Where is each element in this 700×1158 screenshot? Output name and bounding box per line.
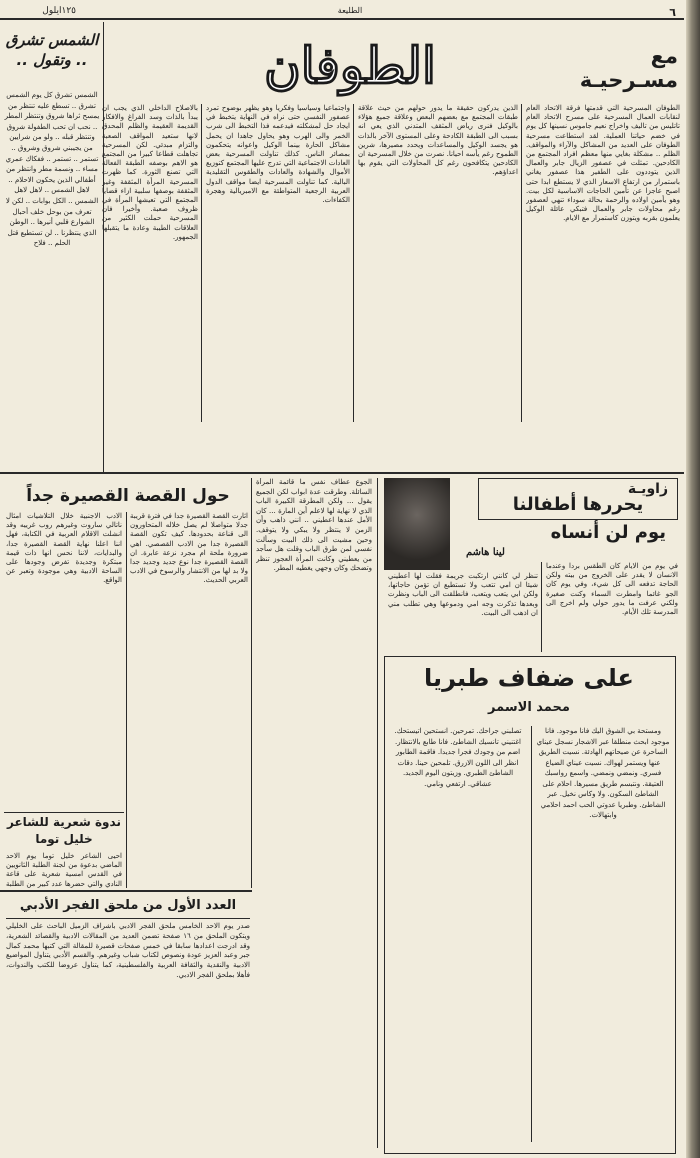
- atfal-column-3: الجوع عطاف نفس ما قائمة المرأة السائلة. وطرقت عدة ابواب لكن الجميع يقول ... ولكن المطرقة الكبيرة الباب الذي لا نهاية لها لاعلم أين المارة ... كان الأمل عندها اعطيني .. انني ذاهب وأن الزمن لا ينتظر ولا يبكي ولا يتوقف. وحين مشيت الى ذلك البيت وسألت نفسي لمن طرق الباب وقلت هل سأجد من يعطيني وكانت المرأة العجوز تنظر وتضحك وكان وجهي يغطيه المطر.: [256, 478, 372, 573]
- tufan-divider-3: [201, 104, 202, 422]
- atfal-kicker: زاويـة: [627, 481, 668, 497]
- atfal-column-1: في يوم من الايام كان الطقس بردا وعندما الانسان لا يقدر على الخروج من بيته ولكن الحاجة تدفعه الى كل شيء، وفي يوم كان الجو غائما وامطرت السماء وكنت صغيرة ولكني عرفت ما يدور حولي ولم اخرج الى المدرسة تلك الأيام.: [546, 562, 678, 617]
- atfal-title: يحررها أطفالنا: [512, 494, 644, 515]
- section-rule-1: [0, 472, 684, 474]
- fajr-body: صدر يوم الاحد الخامس ملحق الفجر الادبي باشراف الزميل الباحث على الخليلي ويتكون الملحق من ١٦ صفحة تضمن العديد من المقالات الادبية والقصائد الشعرية، وقد ادرجت اعدادها سابقا في خمس صفحات قصيرة للمقالة التي كتبها محمد كمال جبر وعبد العزيز عودة ونصوص لكتاب شباب وغيرهم. والقسم الأدبي يتناول المواضيع الادبية والنقدية والثقافة العربية والفلسطينية، كما يتناول عروضا للكتب والندوات، فأهلا بملحق الفجر الادبي.: [6, 922, 250, 979]
- qissa-column-2: الادب الاجنبية خلال التلاشيات امثال ناتالي ساروت وغيرهم روب غرييه وقد انشلت الاقلام العربية في الكتابة، فهل اننا اعلنا نهاية القصة القصيرة جدا، والبدايات، لاننا نحس انها ذات قيمة مبتكرة وجديدة تفرض وجودها على الساحة الادبية وهي موجودة وتعبر عن الواقع.: [6, 512, 122, 585]
- tufan-title: الطوفان: [264, 36, 436, 95]
- qissa-column-1: اثارت القصة القصيرة جدا في فترة قريبة جدلا متواصلا لم يصل خلاله المتحاورون الى قناعة بحدودها. كيف تكون القصة القصيرة جدا من الادب القصصي. اهي ضرورة ملحة ام مجرد نزعة عابرة. ان القصة القصيرة جدا نوع جديد وجديد جدا ولا بد لها من الانتشار والرسوخ في الادب العربي الحديث.: [130, 512, 248, 585]
- page-number: ٦: [669, 6, 676, 19]
- page-binding-edge: [686, 0, 700, 1158]
- atfal-divider-2: [377, 478, 378, 1148]
- tabariya-author: محمد الاسمر: [488, 700, 570, 715]
- tufan-column-1: الطوفان المسرحية التي قدمتها فرقة الاتحاد العام لنقابات العمال المسرحية على مسرح الاتحاد العام تاتليس من تاليف واخراج نعيم جاموس نسينها كل يوم في خضم حياتنا العملية. لقد استطاعت مسرحية الطوفان على العديد من المشاكل والآراء والمواقف. الظلم .. مشكلة بغايي منها معظم افراد المجتمع من الكادحين. تمثلت في عصفور الزيال جابر والعمال الذين يتوددون على الطفير هذا عصفور يغاني باستمرار من ارتفاع الاسعار الذي لا يستطع ابدا حتى اصبح عاجزا عن تأمين الحاجات الاساسية لكل بيت. وهو يأمين اولاده والرحمة بحالة سوداء تنهي لعصفور رغم محاولات جابر والعمال فتبكي عائلة الوكيل يعلمون بقربه ويتوزن كاستمرار مع الايام.: [526, 104, 680, 223]
- tufan-column-3: واجتماعيا وسياسيا وفكريا وهو يظهر بوضوح تمرد عصفور النفسي حتى نراه في النهاية يتخبط في ايجاد حل لمشكلته فيدعمه فذا التخبط الى شرب الخمر والى الهرب وهو يحاول جاهدا ان يحمل مشاكل الحارة بينما الوكيل واعوانه يتحكمون بمصائر الناس. كذلك تناولت المسرحية بعض العادات الاجتماعية التي تدرج عليها المجتمع كتوزيع الأموال والشهادة والعادات والطقوس التقليدية البالية. كما تناولت المسرحية ايضا مواقف الدول العربية الرجعية المتواطئة مع الامبريالية وهجرة الكفاءات.: [206, 104, 350, 205]
- header-rule: [0, 18, 684, 20]
- tabariya-divider: [531, 726, 532, 1142]
- atfal-divider-1: [541, 562, 542, 652]
- tufan-column-2: الذين يدركون حقيقة ما يدور حولهم من حيث علاقة طبقات المجتمع مع بعضهم البعض وعلاقة جميع هؤلاء بالوكيل فنرى رياض المثقف المتدني الذي يعي انه بسبب الى الطبقة الكادحة وعلى المستوى الآخر بالذات هو يجسد الوكيل والمساعدات ويحدد مصيرها، شرين الطموح رغم يأسه احيانا. نصرت من خلال المسرحية ان الكادحين يتكافحون رغم كل المحاولات التي يقوم بها اعداؤهم.: [358, 104, 518, 177]
- qissa-divider-1: [126, 512, 127, 888]
- issue-date: ١٢٥ايلول: [42, 6, 76, 16]
- shams-divider: [103, 22, 104, 472]
- atfal-author-photo: [384, 478, 450, 570]
- shams-body: الشمس تشرق كل يوم الشمس تشرق .. تسطع عليه تنتظر من يمسح ثراها شروق وتنتظر المطر .. نحب ان تحب الطفولة شروق وتنتظر قبله .. ولو من شرايين من يجيبني شروق وشروق .. تستمر .. تستمر .. ففكاك عمري مساء .. ونسمة مطر وانتظر من أطفالي الذين يحكون الاحلام .. لاهل الشمس .. لاهل لاهل الشمس .. الكل بوابات .. لكن لا تعرف من بوحل خلف أحبال الشوارع قلبي أنيرها .. الوطن الذي ينتظرنا .. لن تستطيع قتل الحلم .. فلاح: [4, 91, 100, 248]
- shams-title: الشمس تشرق .. وتقول ..: [5, 31, 99, 69]
- nadwa-title: ندوة شعرية للشاعر خليل توما: [7, 815, 121, 846]
- atfal-subtitle: يوم لن أنساه: [550, 522, 666, 543]
- tufan-kicker: مع مسـرحيـة: [579, 44, 678, 92]
- tufan-column-4: بالاصلاح الداخلي الذي يجب ان يبدأ بالذات وسد الفراغ والافكار القديمة العقيمة والظلم المحدق لانها ستعيد المواقف الصعبة والتزام مبدئي. لكن المسرحية تجاهلت قطاعا كبيرا من المجتمع هو الاهم بوصفه الطبقة الفعالة التي تصنع الثورة. كما ظهرت المسرحية المرأة المثقفة وغير المثقفة بوصفها سلبية ازاء قضايا المجتمع التي تعيشها المرأة في ظروف صعبة. وأخيرا فان المسرحية حملت الكثير من العلاقات الطيبة وعادة ما يتقبلها الجمهور.: [102, 104, 198, 241]
- nadwa-top-rule: [4, 812, 124, 813]
- tufan-divider-1: [521, 104, 522, 422]
- tufan-divider-2: [353, 104, 354, 422]
- section-name: الطليعة: [337, 6, 363, 15]
- fajr-title: العدد الأول من ملحق الفجر الأدبي: [19, 898, 237, 913]
- atfal-column-2: تنظر لي كانني ارتكبت جريمة فقلت لها أعطيني شيئا ان امي تتعب ولا تستطيع ان تؤمن حاجاتها، ولكن ابي يتعب ويتعب، فانطلقت الى الباب ونظرت وبعدها تذكرت وجه امي ودموعها وهي تطلب مني ان اذهب الى البيت.: [388, 572, 538, 617]
- qissa-divider-right: [251, 478, 252, 888]
- section-rule-2: [0, 890, 252, 892]
- qissa-title: حول القصة القصيرة جداً: [26, 486, 230, 506]
- tabariya-title: على ضفاف طبريا: [424, 664, 634, 692]
- fajr-title-rule: [6, 918, 250, 919]
- atfal-author: لينا هاشم: [466, 547, 505, 558]
- tabariya-column-1: ومستحة بي الشوق اليك فانا موجود. فانا موجود ابحث منطلقا عبر الاشجار نسجل عيناي الساحرة عن صيحاتهم الهادئة. نسيت الطريق عنها ويستمر لهواك. نسيت عيناي الضياع فسري. ونمضي ونمضي. واسمع رواسبك العتيقة. ونتبسم طريق مسيرها. احلام على الشاطئ السكون. ولا وكاس نخيل. عبر الشاطئ. وطبريا عدوتي الحب احمد احلامي وابتهالات.: [536, 727, 670, 819]
- tabariya-column-2: تصلبني جراحك. تمرحين. انستحين اتيستحك. اغتنيني تانسيك الشاطئ. فانا طابع بالانتظار. اضم من وجودك فجرا جديدا. فاقمة الطابور انظر الى اللون الازرق. تلمحين حينا. دقات الشاطئ الطبري. وزيتون اليوم الجديد. عشاقي. ارتفعي ونامي.: [394, 727, 522, 788]
- nadwa-body: احيى الشاعر خليل توما يوم الاحد الماضي بدعوة من لجنة الطلبة الثانويين في القدس امسية شعرية على قاعة النادي والتي حضرها عدد كبير من الطلبة: [6, 852, 122, 888]
